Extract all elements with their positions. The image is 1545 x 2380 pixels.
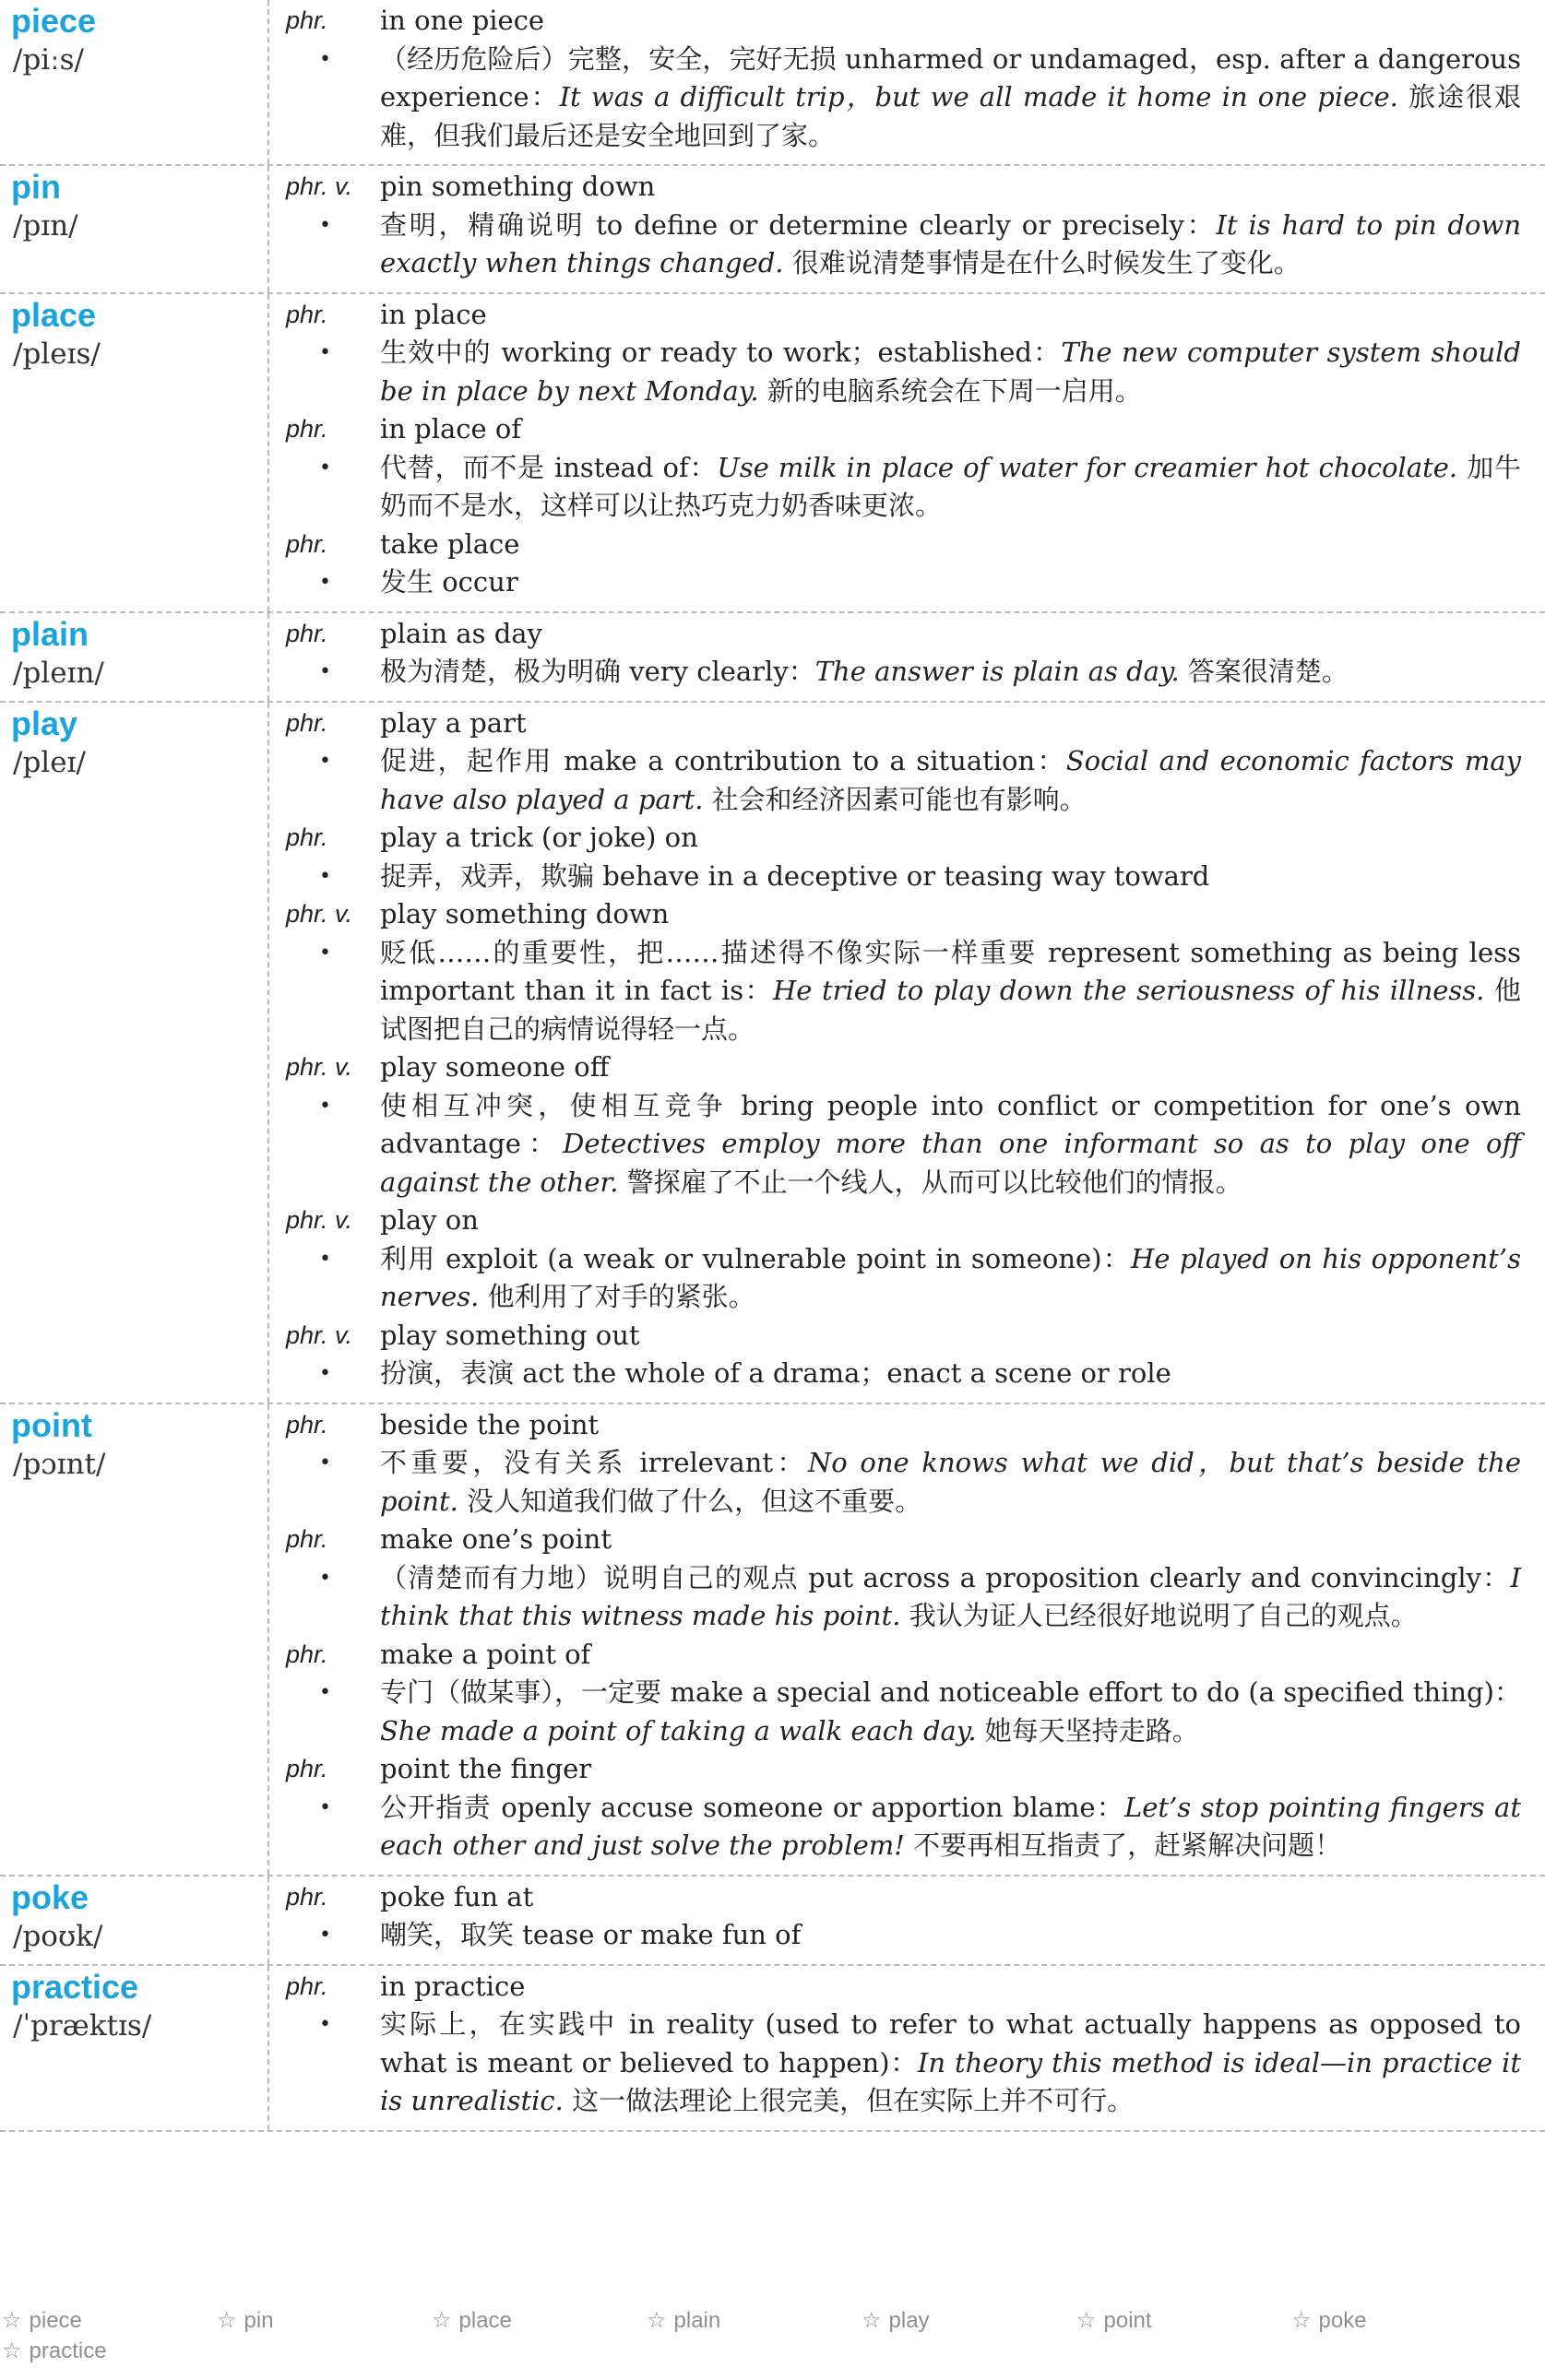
phrase-line <box>286 705 1521 743</box>
star-icon: ☆ <box>862 2308 882 2333</box>
definition-block <box>380 742 1521 819</box>
example: She made a point of taking a walk each day. <box>380 1714 977 1747</box>
definition-line <box>286 1240 1521 1317</box>
entry-poke <box>0 1877 1545 1966</box>
example: Use milk in place of water for creamier hot chocolate. <box>717 451 1458 483</box>
phrase: point the finger <box>380 1753 592 1784</box>
translation: 这一做法理论上很完美，但在实际上并不可行。 <box>563 2085 1135 2116</box>
phrase: play something down <box>380 898 670 930</box>
definition: 嘲笑，取笑 tease or make fun of <box>380 1919 802 1950</box>
definition-line <box>286 858 1521 896</box>
definition: 实际上，在实践中 in reality (used to refer to what actually happens as opposed to what is meant or believed to happen)： <box>380 2008 1521 2078</box>
sense <box>286 1750 1521 1865</box>
bullet-icon: • <box>319 1451 331 1474</box>
headword: plain <box>11 614 89 653</box>
star-icon: ☆ <box>2 2308 22 2333</box>
phrase: take place <box>380 527 520 560</box>
definition-block <box>380 207 1521 283</box>
footer-link-pin[interactable] <box>215 2305 430 2336</box>
definition-line <box>286 1916 1521 1955</box>
definition-line <box>286 449 1521 526</box>
translation: 他试图把自己的病情说得轻一点。 <box>380 975 1522 1045</box>
translation: 答案很清楚。 <box>1179 656 1349 687</box>
phrase: make one’s point <box>380 1523 612 1555</box>
bullet-icon: • <box>319 1094 331 1118</box>
definition-line <box>286 1559 1521 1636</box>
definition: 使相互冲突，使相互竞争 bring people into conflict or competition for one’s own advantage： <box>380 1089 1521 1159</box>
definition: 贬低……的重要性，把……描述得不像实际一样重要 represent something as being less important than it in fact is： <box>380 936 1521 1006</box>
part-of-speech-label: phr. <box>286 415 328 443</box>
phrase-line <box>286 819 1521 858</box>
sense <box>286 1878 1521 1955</box>
phrase: plain as day <box>380 617 542 649</box>
phrase: play a trick (or joke) on <box>380 822 698 853</box>
footer-link-label: pin <box>244 2308 274 2333</box>
headword: play <box>11 704 78 742</box>
definition-line <box>286 563 1521 602</box>
definition: 极为清楚，极为明确 very clearly： <box>380 656 815 687</box>
translation: 警探雇了不止一个线人，从而可以比较他们的情报。 <box>618 1166 1242 1198</box>
definition: 生效中的 working or ready to work；established： <box>380 337 1062 368</box>
star-icon: ☆ <box>1291 2308 1312 2333</box>
sense <box>286 526 1521 602</box>
pronunciation: /poʊk/ <box>13 1919 103 1953</box>
definition: 利用 exploit (a weak or vulnerable point in someone)： <box>380 1242 1132 1274</box>
headword: place <box>11 295 97 334</box>
example: No one knows what we did，but that’s beside the point. <box>380 1447 1521 1517</box>
entry-play <box>0 703 1545 1404</box>
sense <box>286 895 1521 1048</box>
senses-column <box>269 166 1545 292</box>
example: He played on his opponent’s nerves. <box>380 1242 1521 1312</box>
phrase: beside the point <box>380 1408 600 1440</box>
bullet-icon: • <box>319 571 331 594</box>
definition-line <box>286 934 1521 1049</box>
phrase: in place <box>380 298 487 330</box>
example: Social and economic factors may have also played a part. <box>380 745 1521 815</box>
entry-place <box>0 294 1545 613</box>
phrase-line <box>286 1878 1521 1917</box>
phrase-line <box>286 615 1521 654</box>
phrase: play a part <box>380 706 527 739</box>
part-of-speech-label: phr. <box>286 1640 328 1668</box>
headword: piece <box>11 2 97 40</box>
sense <box>286 410 1521 526</box>
phrase-line <box>286 296 1521 335</box>
pronunciation: /pɔɪnt/ <box>13 1447 106 1481</box>
headword-column <box>0 166 269 292</box>
entry-plain <box>0 613 1545 703</box>
pronunciation: /pleɪs/ <box>13 337 101 371</box>
senses-column <box>269 0 1545 164</box>
part-of-speech-label: phr. <box>286 823 328 851</box>
phrase-line <box>286 526 1521 564</box>
footer-link-label: plain <box>673 2308 721 2333</box>
star-icon: ☆ <box>432 2308 452 2333</box>
translation: 他利用了对手的紧张。 <box>479 1281 755 1312</box>
footer-link-play[interactable] <box>860 2305 1075 2336</box>
translation: 她每天坚持走路。 <box>976 1714 1199 1747</box>
part-of-speech-label: phr. <box>286 1410 328 1439</box>
example: I think that this witness made his point. <box>380 1561 1521 1631</box>
footer-link-plain[interactable] <box>645 2305 860 2336</box>
example: He tried to play down the seriousness of his illness. <box>772 975 1485 1006</box>
phrase: poke fun at <box>380 1880 534 1912</box>
phrase: play on <box>380 1204 479 1236</box>
definition-block <box>380 1674 1521 1750</box>
phrase-line <box>286 1521 1521 1559</box>
definition-block <box>380 1444 1521 1521</box>
senses-column <box>269 1966 1545 2130</box>
phrase-line <box>286 1968 1521 2007</box>
sense <box>286 2 1521 155</box>
footer-nav <box>0 2305 1545 2380</box>
headword-column <box>0 1877 269 1964</box>
definition-block <box>380 653 1521 692</box>
phrase: in one piece <box>380 5 545 36</box>
definition-block <box>380 2006 1521 2121</box>
phrase-line <box>286 895 1521 934</box>
phrase-line <box>286 168 1521 207</box>
definition-block <box>380 1916 1521 1955</box>
footer-link-label: point <box>1103 2308 1152 2333</box>
part-of-speech-label: phr. <box>286 1755 328 1782</box>
translation: 新的电脑系统会在下周一启用。 <box>758 374 1142 407</box>
definition-block <box>380 934 1521 1049</box>
phrase: play something out <box>380 1319 640 1351</box>
sense <box>286 1406 1521 1522</box>
entry-point <box>0 1404 1545 1877</box>
translation: 旅途很艰难，但我们最后还是安全地回到了家。 <box>380 81 1522 151</box>
footer-link-label: poke <box>1318 2308 1367 2333</box>
definition-line <box>286 1789 1521 1865</box>
headword-column <box>0 1966 269 2130</box>
part-of-speech-label: phr. <box>286 6 328 34</box>
senses-column <box>269 1877 1545 1964</box>
bullet-icon: • <box>319 750 331 773</box>
example: Detectives employ more than one informant so as to play one off against the other. <box>380 1128 1521 1198</box>
bullet-icon: • <box>319 2013 331 2036</box>
star-icon: ☆ <box>217 2308 237 2333</box>
bullet-icon: • <box>319 47 331 71</box>
definition: 促进，起作用 make a contribution to a situation： <box>380 745 1066 776</box>
definition-line <box>286 1674 1521 1750</box>
definition-line <box>286 2006 1521 2121</box>
bullet-icon: • <box>319 1247 331 1271</box>
translation: 很难说清楚事情是在什么时候发生了变化。 <box>783 247 1301 278</box>
example: The new computer system should be in place by next Monday. <box>380 337 1521 407</box>
translation: 我认为证人已经很好地说明了自己的观点。 <box>900 1600 1418 1631</box>
example: Let’s stop pointing fingers at each other and just solve the problem! <box>380 1791 1522 1861</box>
definition-block <box>380 1355 1521 1393</box>
definition: 查明，精确说明 to define or determine clearly or precisely： <box>380 208 1217 241</box>
sense <box>286 1968 1521 2121</box>
senses-column <box>269 1404 1545 1875</box>
pronunciation: /pɪn/ <box>13 209 78 243</box>
sense <box>286 296 1521 411</box>
sense <box>286 1048 1521 1202</box>
part-of-speech-label: phr. <box>286 1882 328 1911</box>
sense <box>286 1317 1521 1393</box>
part-of-speech-label: phr. v. <box>286 1320 353 1349</box>
headword: poke <box>11 1877 89 1916</box>
bullet-icon: • <box>319 1681 331 1704</box>
sense <box>286 168 1521 283</box>
phrase: pin something down <box>380 171 656 202</box>
phrase: in practice <box>380 1970 526 2002</box>
phrase-line <box>286 1406 1521 1445</box>
definition: 公开指责 openly accuse someone or apportion blame： <box>380 1791 1124 1823</box>
translation: 社会和经济因素可能也有影响。 <box>703 783 1087 815</box>
entry-pin <box>0 166 1545 294</box>
headword-column <box>0 294 269 611</box>
bullet-icon: • <box>319 941 331 965</box>
definition-line <box>286 1087 1521 1202</box>
bullet-icon: • <box>319 1795 331 1819</box>
footer-link-list <box>0 2305 1545 2366</box>
senses-column <box>269 613 1545 701</box>
pronunciation: /ˈpræktɪs/ <box>13 2008 152 2043</box>
example: The answer is plain as day. <box>814 656 1180 687</box>
pronunciation: /pleɪn/ <box>13 656 104 690</box>
phrase: make a point of <box>380 1638 591 1670</box>
definition-line <box>286 653 1521 692</box>
example: It was a difficult trip，but we all made it home in one piece. <box>559 81 1398 112</box>
bullet-icon: • <box>319 1924 331 1947</box>
definition-line <box>286 207 1521 283</box>
definition: 扮演，表演 act the whole of a drama；enact a scene or role <box>380 1357 1171 1389</box>
sense <box>286 1521 1521 1636</box>
translation: 不要再相互指责了，赶紧解决问题！ <box>904 1829 1342 1861</box>
footer-link-point[interactable] <box>1075 2305 1289 2336</box>
entry-practice <box>0 1966 1545 2132</box>
headword: pin <box>11 168 61 206</box>
bullet-icon: • <box>319 864 331 888</box>
part-of-speech-label: phr. v. <box>286 900 353 928</box>
footer-link-label: place <box>458 2308 512 2333</box>
footer-link-place[interactable] <box>430 2305 645 2336</box>
part-of-speech-label: phr. <box>286 708 328 737</box>
phrase-line <box>286 410 1521 449</box>
sense <box>286 1636 1521 1751</box>
bullet-icon: • <box>319 1566 331 1590</box>
phrase: in place of <box>380 413 522 444</box>
phrase-line <box>286 1317 1521 1356</box>
definition-block <box>380 563 1521 602</box>
footer-link-label: play <box>888 2308 930 2333</box>
phrase: play someone off <box>380 1051 610 1083</box>
definition-block <box>380 1789 1521 1865</box>
definition-block <box>380 41 1521 156</box>
definition: 代替，而不是 instead of： <box>380 451 718 483</box>
bullet-icon: • <box>319 660 331 683</box>
phrase-line <box>286 1048 1521 1087</box>
headword: point <box>11 1405 92 1444</box>
entry-piece <box>0 0 1545 166</box>
part-of-speech-label: phr. <box>286 1971 328 2000</box>
senses-column <box>269 703 1545 1403</box>
footer-link-piece[interactable] <box>0 2305 215 2336</box>
sense <box>286 615 1521 692</box>
part-of-speech-label: phr. v. <box>286 1206 353 1234</box>
phrase-line <box>286 1636 1521 1675</box>
definition: 专门（做某事），一定要 make a special and noticeable effort to do (a specified thing)： <box>380 1676 1521 1708</box>
definition-line <box>286 1444 1521 1521</box>
translation: 加牛奶而不是水，这样可以让热巧克力奶香味更浓。 <box>380 451 1522 521</box>
pronunciation: /piːs/ <box>13 43 85 77</box>
bullet-icon: • <box>319 213 331 237</box>
star-icon: ☆ <box>1076 2308 1097 2333</box>
phrase-line <box>286 2 1521 41</box>
example: In theory this method is ideal—in practice it is unrealistic. <box>380 2046 1521 2116</box>
definition-line <box>286 1355 1521 1393</box>
footer-link-poke[interactable] <box>1289 2305 1504 2336</box>
sense <box>286 1202 1521 1317</box>
footer-link-practice[interactable] <box>0 2336 215 2366</box>
definition-line <box>286 41 1521 156</box>
part-of-speech-label: phr. <box>286 529 328 558</box>
part-of-speech-label: phr. <box>286 300 328 328</box>
definition-block <box>380 1087 1521 1202</box>
sense <box>286 705 1521 820</box>
phrase-line <box>286 1202 1521 1240</box>
translation: 没人知道我们做了什么，但这不重要。 <box>458 1485 922 1517</box>
headword-column <box>0 613 269 701</box>
part-of-speech-label: phr. <box>286 1525 328 1553</box>
definition: （清楚而有力地）说明自己的观点 put across a proposition clearly and convincingly： <box>380 1561 1511 1593</box>
example: It is hard to pin down exactly when things changed. <box>380 208 1522 278</box>
definition-line <box>286 334 1521 410</box>
star-icon: ☆ <box>647 2308 667 2333</box>
definition: 捉弄，戏弄，欺骗 behave in a deceptive or teasing way toward <box>380 859 1210 892</box>
definition-block <box>380 858 1521 896</box>
phrase-line <box>286 1750 1521 1789</box>
bullet-icon: • <box>319 1362 331 1385</box>
definition-block <box>380 449 1521 526</box>
senses-column <box>269 294 1545 611</box>
definition: 发生 occur <box>380 566 518 598</box>
pronunciation: /pleɪ/ <box>13 745 86 779</box>
definition-line <box>286 742 1521 819</box>
headword-column <box>0 0 269 164</box>
headword-column <box>0 1404 269 1875</box>
part-of-speech-label: phr. <box>286 619 328 647</box>
headword-column <box>0 703 269 1403</box>
footer-link-label: piece <box>29 2308 82 2333</box>
definition-block <box>380 334 1521 410</box>
bullet-icon: • <box>319 456 331 480</box>
definition-block <box>380 1240 1521 1317</box>
definition: 不重要，没有关系 irrelevant： <box>380 1447 808 1478</box>
star-icon: ☆ <box>2 2339 22 2363</box>
headword: practice <box>11 1967 139 2006</box>
part-of-speech-label: phr. v. <box>286 1053 353 1081</box>
definition-block <box>380 1559 1521 1636</box>
part-of-speech-label: phr. v. <box>286 172 353 200</box>
bullet-icon: • <box>319 341 331 364</box>
sense <box>286 819 1521 895</box>
definition: （经历危险后）完整，安全，完好无损 unharmed or undamaged，esp. after a dangerous experience： <box>380 42 1521 112</box>
footer-link-label: practice <box>29 2339 107 2363</box>
